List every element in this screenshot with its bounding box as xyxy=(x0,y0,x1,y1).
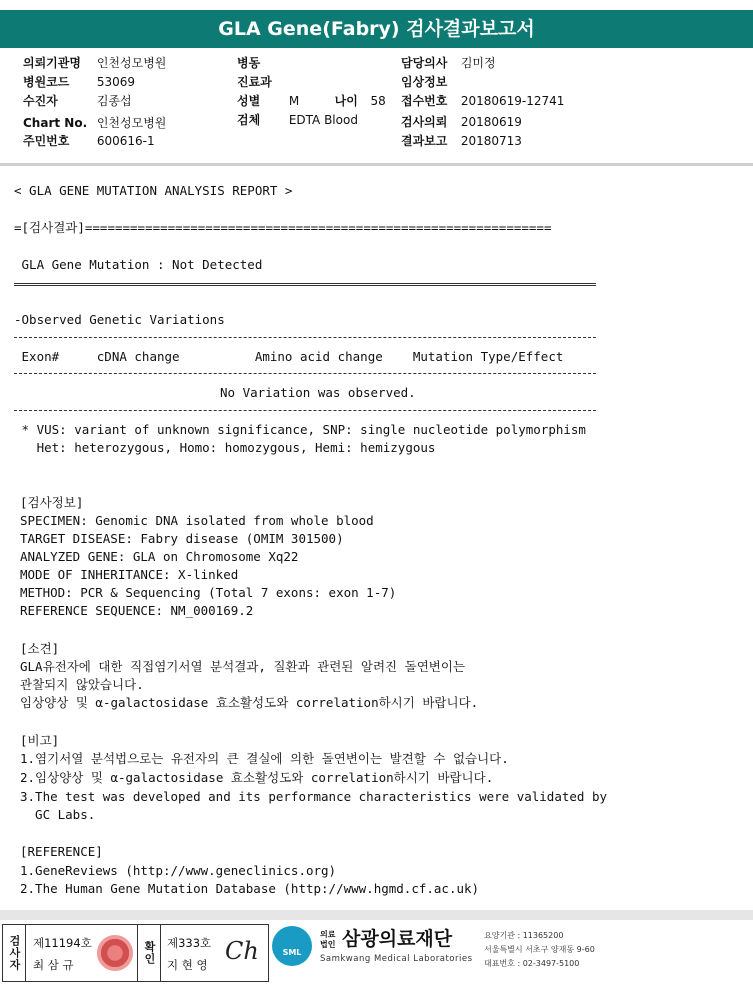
table-rule-top xyxy=(14,337,596,338)
seal-stamp-icon xyxy=(97,935,133,971)
note-line: GC Labs. xyxy=(20,807,96,822)
info-receipt-no: 접수번호 20180619-12741 xyxy=(401,94,565,108)
result-section-title: =[검사결과]============================================================== xyxy=(14,220,552,235)
contact-institution-code: 요양기관 : 11365200 xyxy=(484,931,564,940)
reference-title: [REFERENCE] xyxy=(20,844,103,859)
examiner-license: 제11194호 xyxy=(33,936,92,950)
note-line: 2.임상양상 및 α-galactosidase 효소활성도와 correlation하시기 바랍니다. xyxy=(20,770,494,785)
report-header xyxy=(0,0,753,48)
test-info-line: TARGET DISEASE: Fabry disease (OMIM 301500) xyxy=(20,531,344,546)
confirmer-license: 제333호 xyxy=(167,936,212,950)
info-ward: 병동 xyxy=(237,56,261,70)
opinion-line: GLA유전자에 대한 직접염기서열 분석결과, 질환과 관련된 알려진 돌연변이는 xyxy=(20,659,466,674)
logo-english: Samkwang Medical Laboratories xyxy=(320,954,473,964)
footnote-line-1: * VUS: variant of unknown significance, SNP: single nucleotide polymorphism xyxy=(14,422,586,437)
observed-heading: -Observed Genetic Variations xyxy=(14,312,225,327)
footnote-line-2: Het: heterozygous, Homo: homozygous, Hemi: hemizygous xyxy=(14,440,436,455)
report-heading: < GLA GENE MUTATION ANALYSIS REPORT > xyxy=(14,183,293,198)
info-resident-no: 주민번호 600616-1 xyxy=(23,134,155,148)
examiner-name: 최 삼 규 xyxy=(33,958,74,972)
note-title: [비고] xyxy=(20,733,60,748)
contact-address: 서울특별시 서초구 양재동 9-60 xyxy=(484,945,595,954)
patient-info-panel xyxy=(0,48,753,163)
report-footer xyxy=(0,920,753,989)
test-info-title: [검사정보] xyxy=(20,495,84,510)
contact-phone: 대표번호 : 02-3497-5100 xyxy=(484,959,580,968)
reference-line: 1.GeneReviews (http://www.geneclinics.org) xyxy=(20,863,337,878)
note-line: 3.The test was developed and its performance characteristics were validated by xyxy=(20,789,607,804)
table-rule-bottom xyxy=(14,410,596,411)
table-rule-mid xyxy=(14,373,596,374)
signature-box xyxy=(2,924,269,982)
info-request-date: 검사의뢰 20180619 xyxy=(401,115,522,129)
examiner-label: 검사자 xyxy=(3,925,26,981)
test-info-line: REFERENCE SEQUENCE: NM_000169.2 xyxy=(20,603,254,618)
logo-prefix: 의료 법인 xyxy=(320,930,336,949)
confirmer-name: 지 현 영 xyxy=(167,958,208,972)
opinion-line: 관찰되지 않았습니다. xyxy=(20,677,144,692)
info-chart-no: Chart No. 인천성모병원 xyxy=(23,116,167,130)
test-info-line: ANALYZED GENE: GLA on Chromosome Xq22 xyxy=(20,549,299,564)
footer-band xyxy=(0,910,753,920)
logo-name: 삼광의료재단 xyxy=(342,928,453,950)
info-hospital-code: 병원코드 53069 xyxy=(23,75,136,89)
signature: Ch xyxy=(225,937,259,965)
info-doctor: 담당의사 김미정 xyxy=(401,56,496,70)
info-sex-age: 성별 M 나이 58 xyxy=(237,94,386,108)
info-specimen: 검체 EDTA Blood xyxy=(237,113,358,127)
info-clinical: 임상정보 xyxy=(401,75,448,89)
reference-line: 2.The Human Gene Mutation Database (http://www.hgmd.cf.ac.uk) xyxy=(20,881,480,896)
test-info-line: SPECIMEN: Genomic DNA isolated from whole blood xyxy=(20,513,374,528)
no-variation-text: No Variation was observed. xyxy=(220,385,416,400)
result-rule xyxy=(14,283,596,286)
test-info-line: METHOD: PCR & Sequencing (Total 7 exons: exon 1-7) xyxy=(20,585,397,600)
confirmer-label: 확인 xyxy=(137,925,161,981)
note-line: 1.염기서열 분석법으로는 유전자의 큰 결실에 의한 돌연변이는 발견할 수 없습니다. xyxy=(20,751,509,766)
opinion-line: 임상양상 및 α-galactosidase 효소활성도와 correlation하시기 바랍니다. xyxy=(20,695,479,710)
result-line: GLA Gene Mutation : Not Detected xyxy=(14,257,263,272)
report-title: GLA Gene(Fabry) 검사결과보고서 xyxy=(218,18,535,40)
info-department: 진료과 xyxy=(237,75,272,89)
sml-logo-icon: SML xyxy=(272,926,312,966)
info-patient-name: 수진자 김종섭 xyxy=(23,94,132,108)
report-body xyxy=(0,166,753,910)
info-institution: 의뢰기관명 인천성모병원 xyxy=(23,56,167,70)
variation-table-header: Exon# cDNA change Amino acid change Mutation Type/Effect xyxy=(14,349,564,364)
test-info-line: MODE OF INHERITANCE: X-linked xyxy=(20,567,239,582)
opinion-title: [소견] xyxy=(20,641,60,656)
info-report-date: 결과보고 20180713 xyxy=(401,134,522,148)
